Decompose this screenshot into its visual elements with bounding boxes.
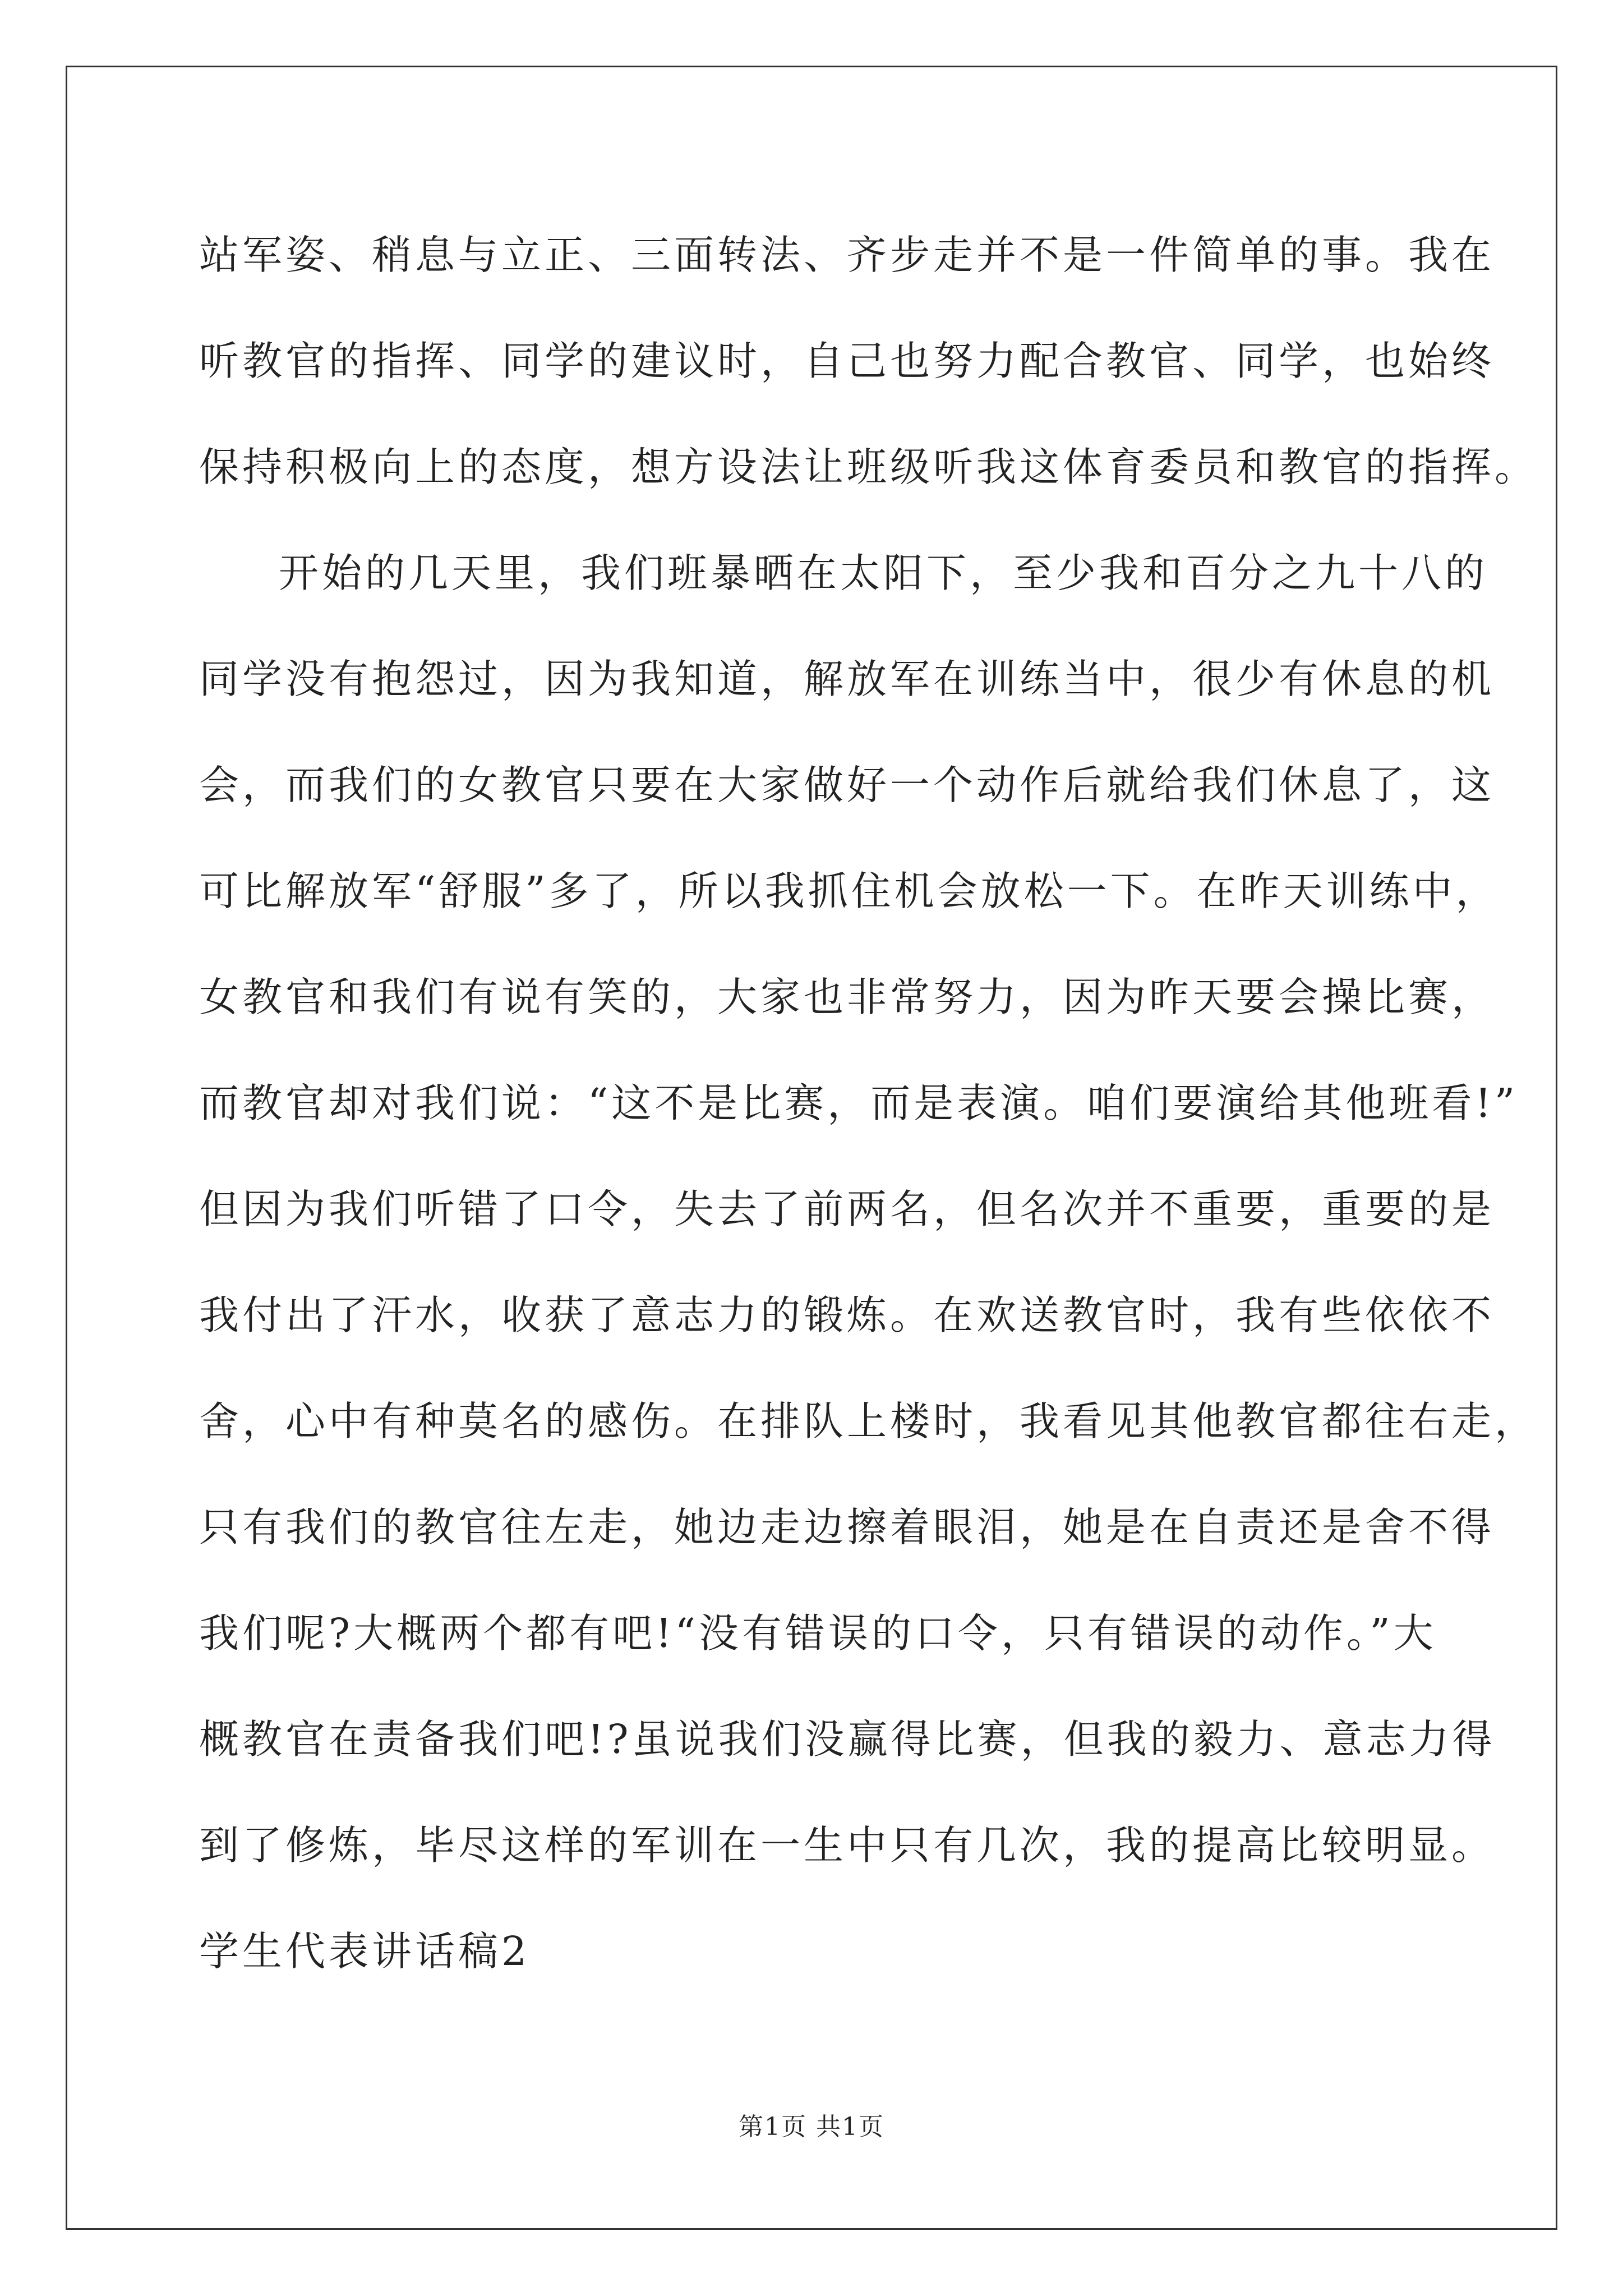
text-line-7: 可比解放军“舒服”多了，所以我抓住机会放松一下。在昨天训练中， bbox=[199, 868, 1499, 914]
text-line-5: 同学没有抱怨过，因为我知道，解放军在训练当中，很少有休息的机 bbox=[199, 656, 1495, 702]
text-line-2: 听教官的指挥、同学的建议时，自己也努力配合教官、同学，也始终 bbox=[199, 338, 1495, 384]
page-footer: 第1页 共1页 bbox=[739, 2113, 884, 2141]
text-line-1: 站军姿、稍息与立正、三面转法、齐步走并不是一件简单的事。我在 bbox=[199, 232, 1495, 278]
text-line-9: 而教官却对我们说：“这不是比赛，而是表演。咱们要演给其他班看!” bbox=[199, 1080, 1519, 1126]
text-line-12: 舍，心中有种莫名的感伤。在排队上楼时，我看见其他教官都往右走， bbox=[199, 1398, 1538, 1444]
text-line-14: 我们呢?大概两个都有吧!“没有错误的口令，只有错误的动作。”大 bbox=[199, 1610, 1437, 1657]
text-line-11: 我付出了汗水，收获了意志力的锻炼。在欢送教官时，我有些依依不 bbox=[199, 1292, 1495, 1338]
text-line-10: 但因为我们听错了口令，失去了前两名，但名次并不重要，重要的是 bbox=[199, 1186, 1495, 1232]
text-line-6: 会，而我们的女教官只要在大家做好一个动作后就给我们休息了，这 bbox=[199, 762, 1495, 808]
text-line-13: 只有我们的教官往左走，她边走边擦着眼泪，她是在自责还是舍不得 bbox=[199, 1504, 1495, 1550]
section-heading: 学生代表讲话稿2 bbox=[199, 1928, 531, 1975]
page-border bbox=[66, 66, 1557, 2230]
text-line-8: 女教官和我们有说有笑的，大家也非常努力，因为昨天要会操比赛， bbox=[199, 974, 1495, 1020]
text-line-4-paragraph-start: 开始的几天里，我们班暴晒在太阳下，至少我和百分之九十八的 bbox=[279, 550, 1488, 596]
text-line-16: 到了修炼，毕尽这样的军训在一生中只有几次，我的提高比较明显。 bbox=[199, 1822, 1495, 1869]
text-line-3: 保持积极向上的态度，想方设法让班级听我这体育委员和教官的指挥。 bbox=[199, 444, 1538, 490]
text-line-15: 概教官在责备我们吧!?虽说我们没赢得比赛，但我的毅力、意志力得 bbox=[199, 1716, 1496, 1763]
